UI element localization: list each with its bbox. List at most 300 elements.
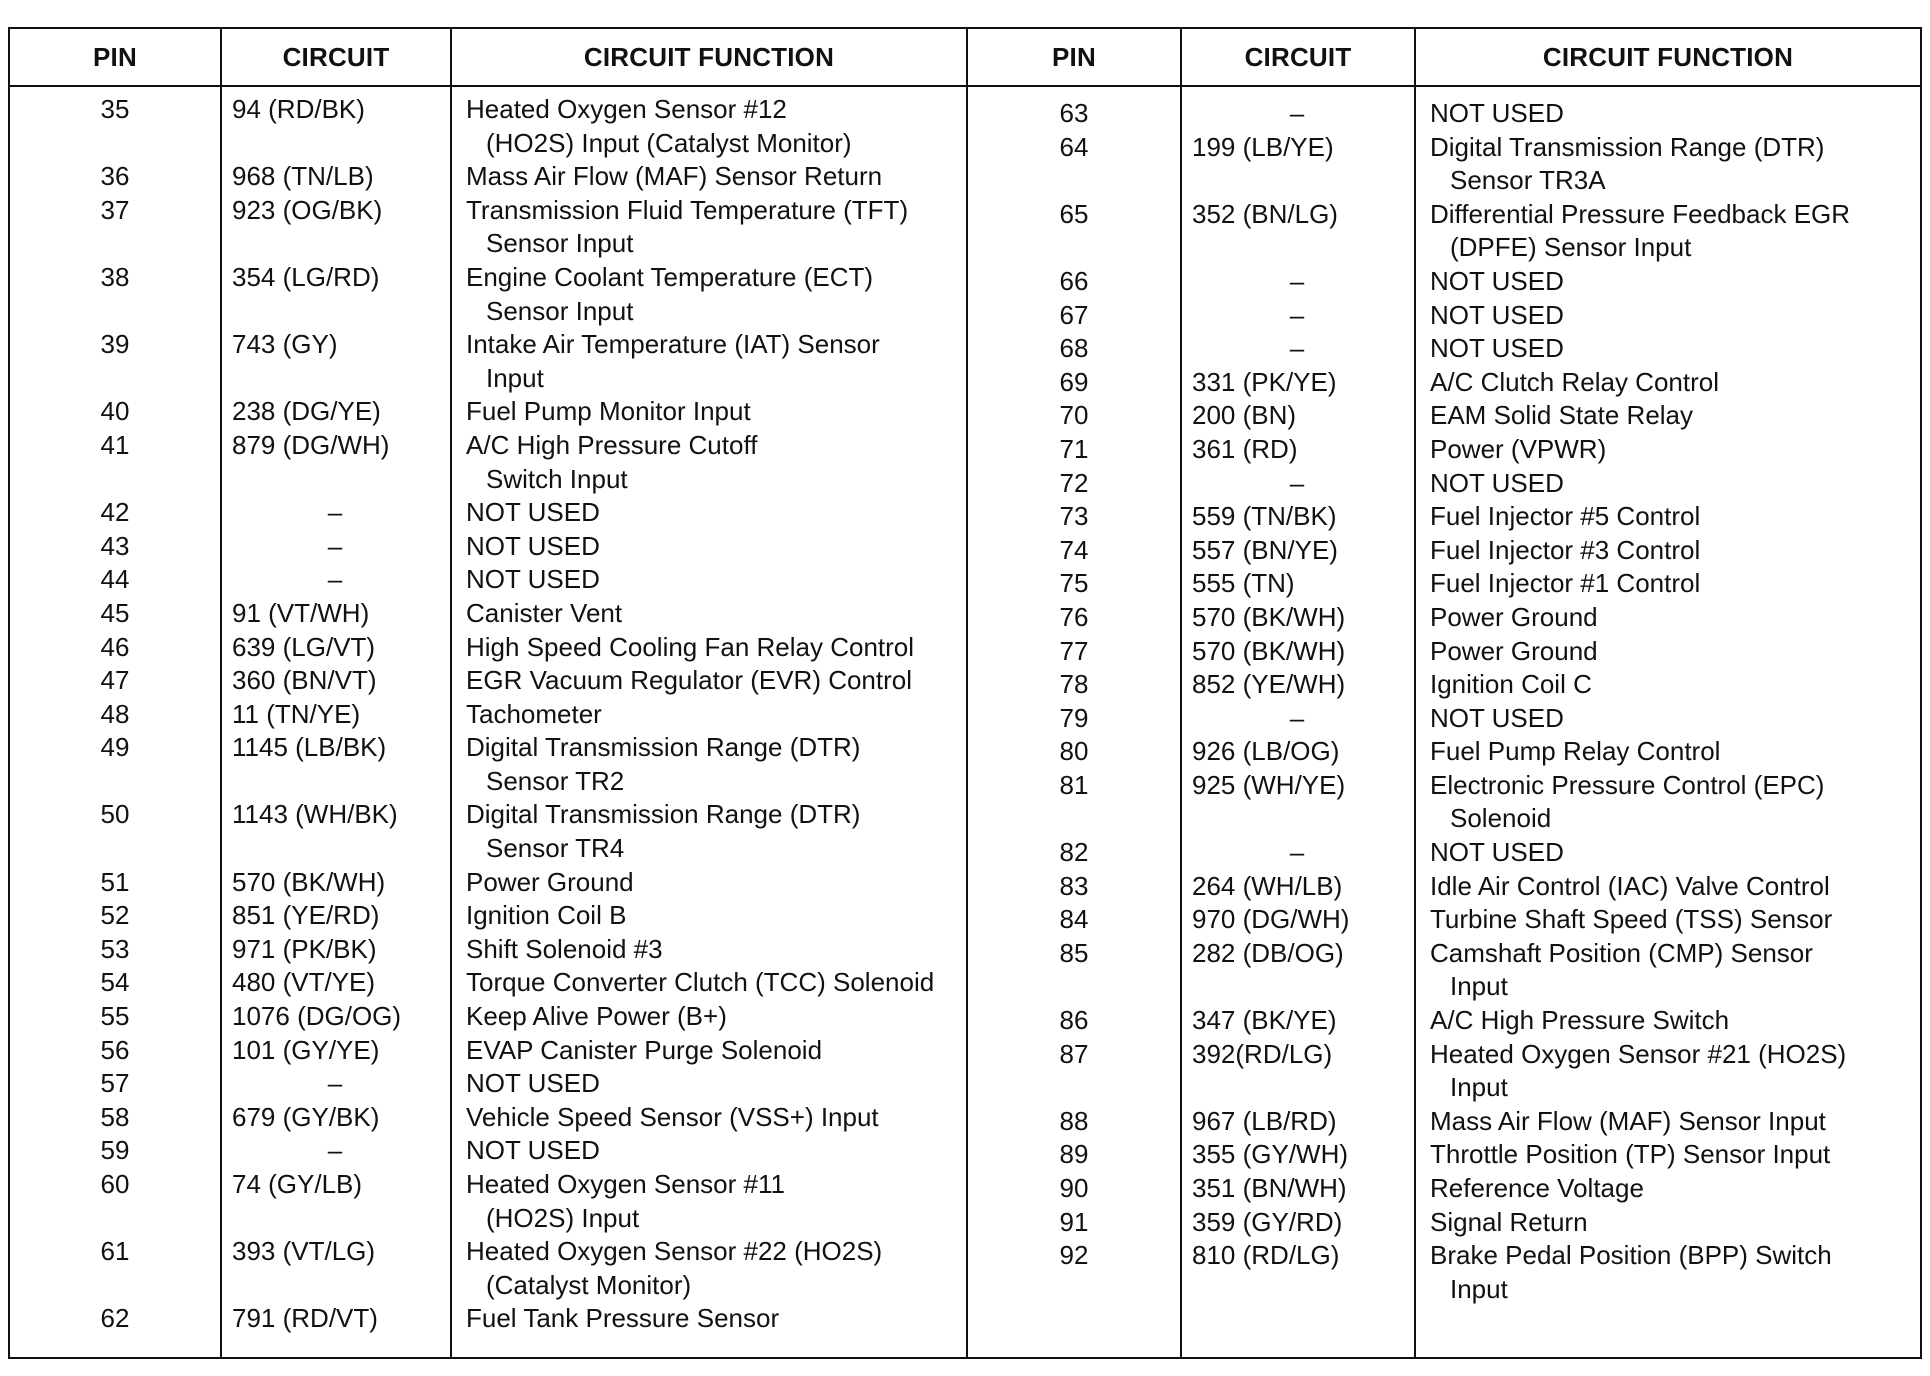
circuit-code: –: [1289, 467, 1305, 498]
function-line: (DPFE) Sensor Input: [1450, 232, 1692, 263]
circuit-code: 743 (GY): [232, 329, 338, 360]
table-row: [10, 798, 966, 865]
circuit-code: –: [1289, 837, 1305, 868]
circuit-code: –: [1289, 702, 1305, 733]
circuit-code: –: [1289, 299, 1305, 330]
circuit-function: [1414, 1138, 1918, 1172]
pin-number: 77: [1059, 635, 1089, 666]
function-line: EVAP Canister Purge Solenoid: [466, 1034, 823, 1065]
circuit-function: [1414, 635, 1918, 669]
pin-number: 71: [1059, 433, 1089, 464]
pin-number: 52: [100, 900, 130, 931]
table-row: [10, 933, 966, 967]
circuit-function: [450, 1000, 966, 1034]
table-row: [968, 1105, 1918, 1139]
table-row: [968, 903, 1918, 937]
header-pin-left: PIN: [93, 41, 137, 72]
pin-number: 68: [1059, 333, 1089, 364]
pin-number: 85: [1059, 937, 1089, 968]
circuit-code: 851 (YE/RD): [232, 900, 380, 931]
circuit-function: [1414, 366, 1918, 400]
circuit-function: [1414, 198, 1918, 265]
pin-number: 47: [100, 665, 130, 696]
table-row: [968, 1038, 1918, 1105]
pin-number: 54: [100, 967, 130, 998]
function-line: Solenoid: [1450, 803, 1552, 834]
circuit-function: [450, 1067, 966, 1101]
pin-number: 73: [1059, 501, 1089, 532]
function-line: Sensor TR2: [486, 765, 625, 796]
pin-number: 42: [100, 497, 130, 528]
function-line: Input: [1450, 971, 1508, 1002]
circuit-code: 199 (LB/YE): [1192, 131, 1334, 162]
function-line: Power Ground: [1430, 635, 1598, 666]
table-row: [10, 395, 966, 429]
function-line: NOT USED: [1430, 299, 1564, 330]
circuit-function: [1414, 1172, 1918, 1206]
pin-number: 80: [1059, 736, 1089, 767]
circuit-code: 570 (BK/WH): [1192, 635, 1346, 666]
circuit-function: [450, 1134, 966, 1168]
circuit-code: –: [327, 1135, 343, 1166]
circuit-function: [1414, 534, 1918, 568]
circuit-function: [1414, 1004, 1918, 1038]
pin-number: 35: [100, 94, 130, 124]
function-line: Intake Air Temperature (IAT) Sensor: [466, 329, 880, 360]
circuit-code: 791 (RD/VT): [232, 1303, 378, 1334]
pin-number: 92: [1059, 1240, 1089, 1271]
pin-number: 53: [100, 933, 130, 964]
circuit-function: [1414, 299, 1918, 333]
circuit-code: 679 (GY/BK): [232, 1101, 380, 1132]
circuit-function: [1414, 97, 1918, 131]
table-row: [10, 698, 966, 732]
pin-number: 38: [100, 261, 130, 292]
circuit-code: 971 (PK/BK): [232, 933, 377, 964]
circuit-function: [450, 664, 966, 698]
table-row: [968, 500, 1918, 534]
function-line: A/C Clutch Relay Control: [1430, 366, 1719, 397]
circuit-function: [450, 160, 966, 194]
pin-number: 43: [100, 530, 130, 561]
function-line: NOT USED: [466, 530, 600, 561]
function-line: Tachometer: [466, 698, 602, 729]
circuit-function: [1414, 433, 1918, 467]
circuit-function: [1414, 702, 1918, 736]
circuit-function: [1414, 870, 1918, 904]
table-row: [968, 1239, 1918, 1306]
circuit-code: 968 (TN/LB): [232, 161, 374, 192]
header-circuit-right: CIRCUIT: [1244, 41, 1352, 72]
circuit-function: [450, 496, 966, 530]
pin-number: 72: [1059, 467, 1089, 498]
table-row: [968, 332, 1918, 366]
table-row: [968, 1004, 1918, 1038]
function-line: Ignition Coil B: [466, 900, 627, 931]
circuit-function: [1414, 735, 1918, 769]
table-row: [10, 1235, 966, 1302]
table-row: [968, 1138, 1918, 1172]
table-row: [10, 1000, 966, 1034]
circuit-function: [1414, 769, 1918, 836]
circuit-function: [1414, 937, 1918, 1004]
circuit-code: 392(RD/LG): [1192, 1038, 1333, 1069]
table-row: [10, 597, 966, 631]
pin-number: 81: [1059, 769, 1089, 800]
function-line: Digital Transmission Range (DTR): [1430, 131, 1825, 162]
function-line: Power Ground: [1430, 601, 1598, 632]
function-line: NOT USED: [1430, 265, 1564, 296]
table-row: [10, 731, 966, 798]
circuit-code: 970 (DG/WH): [1192, 904, 1350, 935]
function-line: Heated Oxygen Sensor #11: [466, 1169, 785, 1199]
function-line: Keep Alive Power (B+): [466, 1001, 727, 1032]
function-line: Sensor TR3A: [1450, 165, 1606, 196]
function-line: Engine Coolant Temperature (ECT): [466, 261, 874, 292]
pin-number: 61: [100, 1236, 130, 1267]
table-row: [968, 131, 1918, 198]
function-line: Fuel Tank Pressure Sensor: [466, 1303, 780, 1334]
table-row: [968, 735, 1918, 769]
circuit-code: 74 (GY/LB): [232, 1169, 363, 1199]
circuit-function: [450, 933, 966, 967]
circuit-code: 347 (BK/YE): [1192, 1005, 1337, 1036]
circuit-function: [1414, 399, 1918, 433]
header-function-left: CIRCUIT FUNCTION: [583, 41, 835, 72]
circuit-function: [1414, 131, 1918, 198]
table-row: [968, 702, 1918, 736]
table-row: [968, 265, 1918, 299]
circuit-function: [450, 866, 966, 900]
circuit-function: [450, 631, 966, 665]
function-line: (HO2S) Input (Catalyst Monitor): [486, 127, 852, 158]
pin-number: 46: [100, 631, 130, 662]
circuit-code: 559 (TN/BK): [1192, 501, 1337, 532]
table-row: [10, 1034, 966, 1068]
circuit-code: 570 (BK/WH): [1192, 601, 1346, 632]
function-line: Heated Oxygen Sensor #12: [466, 94, 787, 124]
pin-number: 66: [1059, 265, 1089, 296]
function-line: Fuel Pump Relay Control: [1430, 736, 1721, 767]
circuit-code: 354 (LG/RD): [232, 261, 380, 292]
function-line: (HO2S) Input: [486, 1202, 640, 1233]
circuit-function: [450, 966, 966, 1000]
circuit-function: [450, 899, 966, 933]
circuit-code: –: [1289, 333, 1305, 364]
table-row: [968, 567, 1918, 601]
table-row: [968, 870, 1918, 904]
pin-number: 56: [100, 1034, 130, 1065]
circuit-function: [450, 698, 966, 732]
circuit-function: [1414, 1239, 1918, 1306]
circuit-function: [450, 1168, 966, 1235]
pin-number: 37: [100, 194, 130, 225]
pin-number: 78: [1059, 669, 1089, 700]
circuit-code: 94 (RD/BK): [232, 94, 365, 124]
function-line: A/C High Pressure Cutoff: [466, 429, 758, 460]
pin-number: 76: [1059, 601, 1089, 632]
table-row: [968, 836, 1918, 870]
circuit-code: 200 (BN): [1192, 400, 1297, 431]
circuit-code: 480 (VT/YE): [232, 967, 376, 998]
function-line: Input: [486, 362, 544, 393]
table-row: [968, 467, 1918, 501]
table-row: [10, 93, 966, 160]
function-line: Electronic Pressure Control (EPC): [1430, 769, 1825, 800]
circuit-function: [450, 563, 966, 597]
pin-number: 40: [100, 396, 130, 427]
pin-number: 41: [100, 429, 130, 460]
circuit-code: 879 (DG/WH): [232, 429, 390, 460]
table-row: [10, 664, 966, 698]
circuit-code: 351 (BN/WH): [1192, 1173, 1347, 1203]
circuit-function: [450, 1235, 966, 1302]
function-line: NOT USED: [466, 564, 600, 595]
circuit-code: 393 (VT/LG): [232, 1236, 376, 1267]
header-circuit-left: CIRCUIT: [282, 41, 390, 72]
circuit-function: [450, 798, 966, 865]
circuit-code: 352 (BN/LG): [1192, 198, 1338, 229]
circuit-code: –: [327, 564, 343, 595]
circuit-code: 639 (LG/VT): [232, 631, 376, 662]
table-row: [10, 866, 966, 900]
function-line: Canister Vent: [466, 597, 623, 628]
circuit-code: 11 (TN/YE): [232, 698, 361, 729]
pin-number: 70: [1059, 400, 1089, 431]
circuit-function: [450, 1302, 966, 1336]
pin-number: 59: [100, 1135, 130, 1166]
circuit-function: [1414, 601, 1918, 635]
function-line: NOT USED: [466, 1135, 600, 1166]
table-row: [10, 1067, 966, 1101]
function-line: Fuel Injector #1 Control: [1430, 568, 1701, 599]
function-line: Power (VPWR): [1430, 433, 1607, 464]
circuit-code: 852 (YE/WH): [1192, 669, 1346, 700]
function-line: Signal Return: [1430, 1206, 1588, 1237]
function-line: EGR Vacuum Regulator (EVR) Control: [466, 665, 913, 696]
function-line: Power Ground: [466, 866, 634, 897]
circuit-code: 91 (VT/WH): [232, 597, 370, 628]
pin-number: 51: [100, 866, 130, 897]
pin-number: 67: [1059, 299, 1089, 330]
function-line: Mass Air Flow (MAF) Sensor Input: [1430, 1105, 1826, 1136]
circuit-code: 557 (BN/YE): [1192, 534, 1338, 565]
circuit-code: 925 (WH/YE): [1192, 769, 1346, 800]
table-row: [10, 429, 966, 496]
circuit-function: [450, 261, 966, 328]
pin-number: 82: [1059, 837, 1089, 868]
function-line: Sensor Input: [486, 295, 634, 326]
function-line: Mass Air Flow (MAF) Sensor Return: [466, 161, 883, 192]
pin-number: 62: [100, 1303, 130, 1334]
table-row: [968, 399, 1918, 433]
table-row: [10, 328, 966, 395]
table-row: [10, 496, 966, 530]
pin-number: 36: [100, 161, 130, 192]
table-row: [968, 601, 1918, 635]
function-line: Reference Voltage: [1430, 1173, 1644, 1203]
function-line: Idle Air Control (IAC) Valve Control: [1430, 870, 1830, 901]
function-line: Transmission Fluid Temperature (TFT): [466, 194, 909, 225]
circuit-function: [1414, 467, 1918, 501]
header-divider: [10, 85, 1920, 87]
circuit-function: [450, 731, 966, 798]
function-line: Input: [1450, 1273, 1508, 1304]
circuit-code: 555 (TN): [1192, 568, 1295, 599]
pin-number: 57: [100, 1068, 130, 1099]
table-row: [10, 1101, 966, 1135]
function-line: NOT USED: [1430, 467, 1564, 498]
circuit-function: [1414, 903, 1918, 937]
table-row: [968, 97, 1918, 131]
circuit-function: [450, 1034, 966, 1068]
pin-number: 50: [100, 799, 130, 830]
function-line: Throttle Position (TP) Sensor Input: [1430, 1139, 1831, 1170]
circuit-code: –: [327, 530, 343, 561]
function-line: Fuel Injector #5 Control: [1430, 501, 1701, 532]
pin-number: 55: [100, 1001, 130, 1032]
pin-number: 49: [100, 732, 130, 763]
pin-number: 64: [1059, 131, 1089, 162]
table-row: [10, 1302, 966, 1336]
function-line: Shift Solenoid #3: [466, 933, 663, 964]
circuit-function: [1414, 500, 1918, 534]
function-line: Torque Converter Clutch (TCC) Solenoid: [466, 967, 935, 998]
function-line: Sensor Input: [486, 228, 634, 259]
function-line: Differential Pressure Feedback EGR: [1430, 198, 1851, 229]
circuit-code: 361 (RD): [1192, 433, 1298, 464]
pin-number: 75: [1059, 568, 1089, 599]
circuit-code: 359 (GY/RD): [1192, 1206, 1343, 1237]
table-row: [10, 530, 966, 564]
pin-number: 65: [1059, 198, 1089, 229]
function-line: Switch Input: [486, 463, 628, 494]
circuit-code: 331 (PK/YE): [1192, 366, 1337, 397]
table-row: [968, 299, 1918, 333]
table-row: [10, 563, 966, 597]
table-row: [968, 937, 1918, 1004]
circuit-code: 101 (GY/YE): [232, 1034, 380, 1065]
circuit-function: [1414, 836, 1918, 870]
circuit-code: 1143 (WH/BK): [232, 799, 398, 830]
table-row: [10, 966, 966, 1000]
table-row: [10, 261, 966, 328]
circuit-code: 355 (GY/WH): [1192, 1139, 1349, 1170]
function-line: Heated Oxygen Sensor #21 (HO2S): [1430, 1038, 1847, 1069]
pin-number: 44: [100, 564, 130, 595]
circuit-function: [1414, 1105, 1918, 1139]
table-row: [10, 631, 966, 665]
pin-number: 74: [1059, 534, 1089, 565]
table-row: [968, 668, 1918, 702]
pin-number: 88: [1059, 1105, 1089, 1136]
pin-number: 60: [100, 1169, 130, 1199]
function-line: NOT USED: [1430, 837, 1564, 868]
circuit-function: [450, 93, 966, 160]
circuit-function: [1414, 265, 1918, 299]
table-row: [968, 769, 1918, 836]
function-line: Camshaft Position (CMP) Sensor: [1430, 937, 1813, 968]
function-line: A/C High Pressure Switch: [1430, 1005, 1730, 1036]
function-line: Turbine Shaft Speed (TSS) Sensor: [1430, 904, 1833, 935]
table-row: [968, 1206, 1918, 1240]
circuit-code: –: [327, 1068, 343, 1099]
function-line: (Catalyst Monitor): [486, 1269, 692, 1300]
table-row: [968, 198, 1918, 265]
table-row: [968, 366, 1918, 400]
circuit-code: 810 (RD/LG): [1192, 1240, 1340, 1271]
circuit-function: [1414, 332, 1918, 366]
circuit-code: 282 (DB/OG): [1192, 937, 1344, 968]
function-line: High Speed Cooling Fan Relay Control: [466, 631, 915, 662]
circuit-code: 923 (OG/BK): [232, 194, 383, 225]
pin-number: 45: [100, 597, 130, 628]
function-line: Digital Transmission Range (DTR): [466, 799, 861, 830]
pin-number: 79: [1059, 702, 1089, 733]
table-row: [10, 1134, 966, 1168]
function-line: Heated Oxygen Sensor #22 (HO2S): [466, 1236, 883, 1267]
circuit-code: –: [327, 497, 343, 528]
function-line: NOT USED: [466, 1068, 600, 1099]
circuit-function: [450, 328, 966, 395]
circuit-code: 264 (WH/LB): [1192, 870, 1343, 901]
header-pin-right: PIN: [1052, 41, 1096, 72]
circuit-function: [450, 429, 966, 496]
circuit-function: [450, 194, 966, 261]
table-row: [968, 635, 1918, 669]
circuit-code: 1145 (LB/BK): [232, 732, 387, 763]
function-line: Ignition Coil C: [1430, 669, 1592, 700]
pin-table: [8, 27, 1922, 1359]
function-line: Brake Pedal Position (BPP) Switch: [1430, 1240, 1832, 1271]
circuit-code: 570 (BK/WH): [232, 866, 386, 897]
table-row: [10, 1168, 966, 1235]
function-line: Vehicle Speed Sensor (VSS+) Input: [466, 1101, 879, 1132]
table-row: [968, 1172, 1918, 1206]
left-half: [10, 93, 966, 1336]
circuit-function: [1414, 567, 1918, 601]
circuit-function: [450, 395, 966, 429]
circuit-function: [1414, 668, 1918, 702]
circuit-code: –: [1289, 265, 1305, 296]
circuit-function: [1414, 1038, 1918, 1105]
circuit-code: 360 (BN/VT): [232, 665, 377, 696]
function-line: Input: [1450, 1072, 1508, 1103]
circuit-function: [450, 530, 966, 564]
circuit-code: 967 (LB/RD): [1192, 1105, 1337, 1136]
pin-number: 48: [100, 698, 130, 729]
function-line: NOT USED: [1430, 702, 1564, 733]
pin-number: 91: [1059, 1206, 1089, 1237]
pin-number: 58: [100, 1101, 130, 1132]
function-line: NOT USED: [466, 497, 600, 528]
circuit-code: 1076 (DG/OG): [232, 1001, 402, 1032]
circuit-function: [450, 1101, 966, 1135]
table-row: [968, 534, 1918, 568]
circuit-function: [450, 597, 966, 631]
circuit-code: 926 (LB/OG): [1192, 736, 1340, 767]
pin-number: 69: [1059, 366, 1089, 397]
pin-number: 89: [1059, 1139, 1089, 1170]
circuit-code: 238 (DG/YE): [232, 396, 381, 427]
function-line: NOT USED: [1430, 333, 1564, 364]
pin-number: 83: [1059, 870, 1089, 901]
function-line: NOT USED: [1430, 98, 1564, 128]
circuit-function: [1414, 1206, 1918, 1240]
pin-number: 87: [1059, 1038, 1089, 1069]
table-row: [10, 899, 966, 933]
function-line: Sensor TR4: [486, 833, 625, 864]
